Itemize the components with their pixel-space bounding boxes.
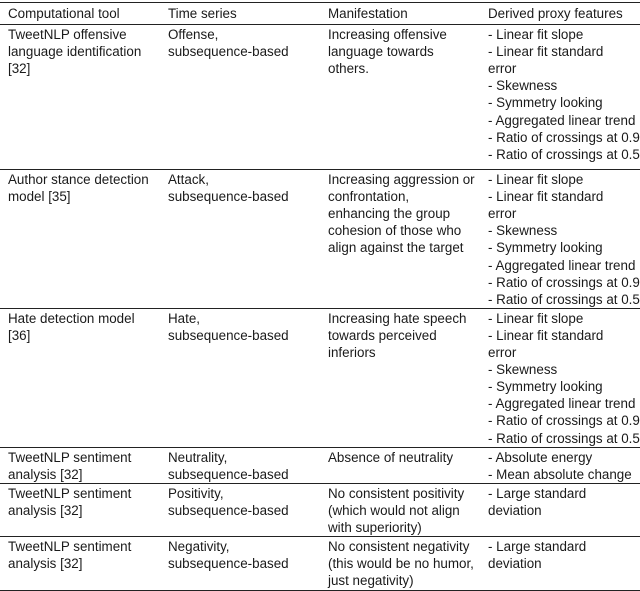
time-series-cell xyxy=(160,25,320,170)
feature-item: - Symmetry looking xyxy=(488,240,603,256)
feature-item: - Aggregated linear trend xyxy=(488,112,636,128)
manifestation-cell-line: confrontation, xyxy=(328,189,410,205)
feature-item: - Linear fit standard xyxy=(488,44,604,60)
features-cell xyxy=(480,170,640,309)
time-series-cell xyxy=(160,447,320,483)
feature-item: - Skewness xyxy=(488,78,558,94)
table-row xyxy=(0,483,640,536)
feature-item: error xyxy=(488,345,517,361)
manifestation-cell-line: just negativity) xyxy=(328,573,414,589)
manifestation-cell xyxy=(320,537,480,591)
manifestation-cell-line: language towards xyxy=(328,44,434,60)
time-series-cell-line: subsequence-based xyxy=(168,466,289,482)
time-series-cell-line: Positivity, xyxy=(168,485,224,501)
manifestation-cell xyxy=(320,483,480,536)
features-cell xyxy=(480,537,640,591)
manifestation-cell xyxy=(320,25,480,170)
tool-cell-line: TweetNLP sentiment xyxy=(8,485,132,501)
tool-cell-line: Author stance detection xyxy=(8,172,149,188)
manifestation-cell-line: enhancing the group xyxy=(328,206,451,222)
feature-item: - Linear fit slope xyxy=(488,310,584,326)
manifestation-cell-line: Increasing aggression or xyxy=(328,172,475,188)
time-series-cell-line: Offense, xyxy=(168,27,219,43)
feature-item: - Ratio of crossings at 0.9 xyxy=(488,413,640,429)
feature-item: error xyxy=(488,61,517,77)
table-header-row xyxy=(0,3,640,25)
feature-item: deviation xyxy=(488,502,542,518)
header-manifestation: Manifestation xyxy=(328,6,408,21)
manifestation-cell-line: (this would be no humor, xyxy=(328,556,474,572)
time-series-cell xyxy=(160,308,320,447)
tool-cell-line: [32] xyxy=(8,61,31,77)
tool-cell-line: language identification xyxy=(8,44,142,60)
manifestation-cell-line: inferiors xyxy=(328,345,376,361)
manifestation-cell xyxy=(320,308,480,447)
feature-item: - Aggregated linear trend xyxy=(488,257,636,273)
tool-cell-line: TweetNLP sentiment xyxy=(8,539,132,555)
feature-item: - Symmetry looking xyxy=(488,379,603,395)
tool-cell xyxy=(0,308,160,447)
time-series-cell-line: Hate, xyxy=(168,310,201,326)
manifestation-cell xyxy=(320,447,480,483)
time-series-cell-line: subsequence-based xyxy=(168,44,289,60)
manifestation-cell-line: Increasing hate speech xyxy=(328,310,467,326)
feature-item: - Linear fit slope xyxy=(488,172,584,188)
header-derived-proxy-features: Derived proxy features xyxy=(488,6,623,21)
manifestation-cell-line: No consistent positivity xyxy=(328,485,465,501)
manifestation-cell-line: Increasing offensive xyxy=(328,27,447,43)
time-series-cell-line: Neutrality, xyxy=(168,449,228,465)
manifestation-cell-line: with superiority) xyxy=(328,519,422,535)
features-cell xyxy=(480,483,640,536)
manifestation-cell-line: cohesion of those who xyxy=(328,223,462,239)
feature-item: - Ratio of crossings at 0.5 xyxy=(488,291,640,307)
header-time-series: Time series xyxy=(168,6,237,21)
time-series-cell-line: subsequence-based xyxy=(168,502,289,518)
feature-item: - Ratio of crossings at 0.5 xyxy=(488,146,640,162)
tool-cell-line: model [35] xyxy=(8,189,71,205)
features-cell xyxy=(480,447,640,483)
feature-item: - Ratio of crossings at 0.9 xyxy=(488,274,640,290)
tool-cell-line: analysis [32] xyxy=(8,466,83,482)
manifestation-cell-line: towards perceived xyxy=(328,327,437,343)
feature-item: - Linear fit slope xyxy=(488,27,584,43)
feature-item: - Skewness xyxy=(488,223,558,239)
tool-cell-line: analysis [32] xyxy=(8,502,83,518)
tool-cell xyxy=(0,483,160,536)
time-series-cell xyxy=(160,170,320,309)
table-row xyxy=(0,447,640,483)
tool-cell-line: [36] xyxy=(8,327,31,343)
manifestation-cell-line: others. xyxy=(328,61,369,77)
feature-item: - Aggregated linear trend xyxy=(488,396,636,412)
table-row xyxy=(0,537,640,591)
feature-item: - Large standard xyxy=(488,539,587,555)
feature-item: - Ratio of crossings at 0.5 xyxy=(488,430,640,446)
tool-cell-line: Hate detection model xyxy=(8,310,135,326)
tool-cell xyxy=(0,537,160,591)
feature-item: - Symmetry looking xyxy=(488,95,603,111)
feature-item: error xyxy=(488,206,517,222)
time-series-cell-line: subsequence-based xyxy=(168,556,289,572)
tool-cell-line: analysis [32] xyxy=(8,556,83,572)
manifestation-cell-line: No consistent negativity xyxy=(328,539,470,555)
time-series-cell xyxy=(160,537,320,591)
table-row xyxy=(0,308,640,447)
manifestation-cell-line: Absence of neutrality xyxy=(328,449,454,465)
features-table xyxy=(0,2,640,591)
features-cell xyxy=(480,25,640,170)
feature-item: - Linear fit standard xyxy=(488,189,604,205)
feature-item: - Skewness xyxy=(488,362,558,378)
feature-item: - Mean absolute change xyxy=(488,466,632,482)
manifestation-cell-line: (which would not align xyxy=(328,502,460,518)
tool-cell xyxy=(0,447,160,483)
time-series-cell xyxy=(160,483,320,536)
feature-item: - Linear fit standard xyxy=(488,327,604,343)
tool-cell xyxy=(0,170,160,309)
tool-cell xyxy=(0,25,160,170)
time-series-cell-line: subsequence-based xyxy=(168,189,289,205)
time-series-cell-line: Attack, xyxy=(168,172,209,188)
table-body xyxy=(0,25,640,591)
header-computational-tool: Computational tool xyxy=(8,6,120,21)
manifestation-cell xyxy=(320,170,480,309)
tool-cell-line: TweetNLP offensive xyxy=(8,27,127,43)
time-series-cell-line: subsequence-based xyxy=(168,327,289,343)
feature-item: - Absolute energy xyxy=(488,449,593,465)
table-row xyxy=(0,25,640,170)
table-row xyxy=(0,170,640,309)
features-cell xyxy=(480,308,640,447)
feature-item: - Ratio of crossings at 0.9 xyxy=(488,129,640,145)
feature-item: deviation xyxy=(488,556,542,572)
time-series-cell-line: Negativity, xyxy=(168,539,230,555)
tool-cell-line: TweetNLP sentiment xyxy=(8,449,132,465)
feature-item: - Large standard xyxy=(488,485,587,501)
manifestation-cell-line: align against the target xyxy=(328,240,464,256)
